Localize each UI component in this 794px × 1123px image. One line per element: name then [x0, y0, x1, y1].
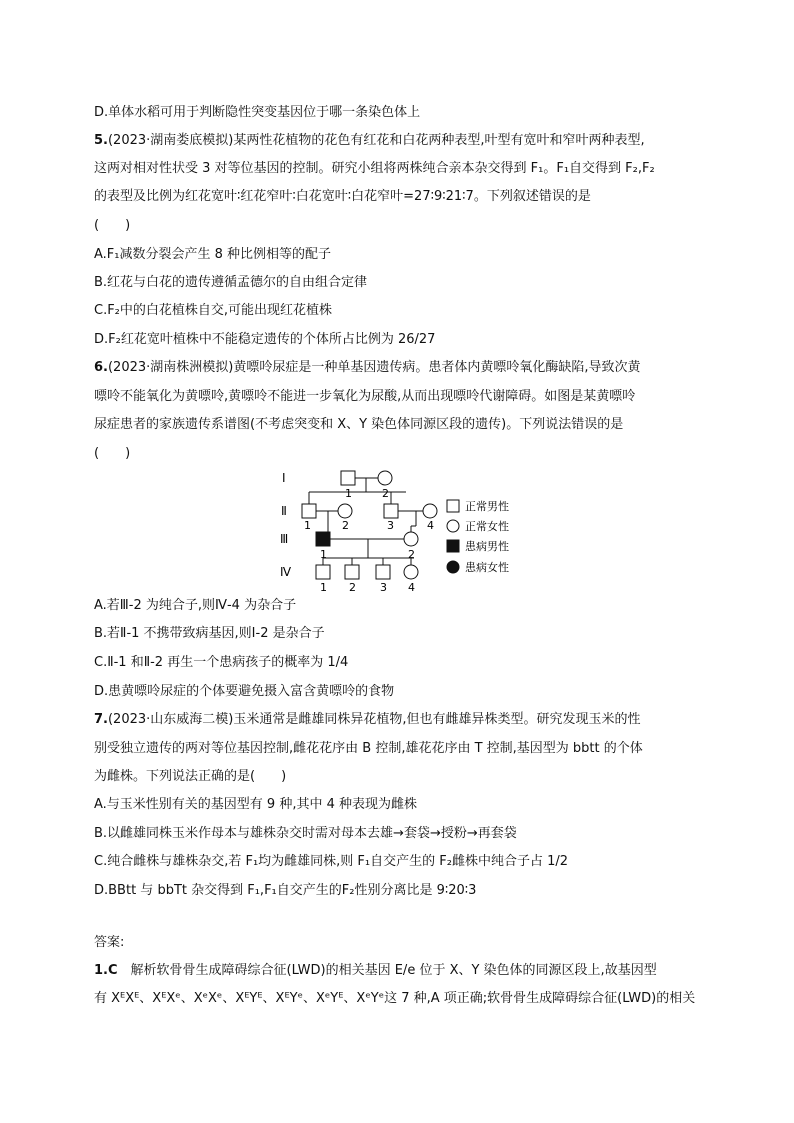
legend-normal-male-icon: [447, 500, 459, 512]
gen-label-I: Ⅰ: [282, 471, 286, 485]
q6-number: 6.: [94, 360, 108, 375]
gen-label-II: Ⅱ: [281, 504, 287, 518]
answers-heading: 答案:: [94, 935, 125, 950]
legend-affected-male-icon: [447, 540, 459, 552]
q6-stem-line3: 尿症患者的家族遗传系谱图(不考虑突变和 X、Y 染色体同源区段的遗传)。下列说法错误的是: [94, 417, 624, 432]
num-IV-4: 4: [408, 581, 415, 594]
q7-stem-text: (2023·山东威海二模)玉米通常是雌雄同株异花植物,但也有雌雄异株类型。研究发现玉米的性: [107, 712, 641, 727]
gen-label-IV: Ⅳ: [280, 565, 292, 579]
ped-II-2-female: [338, 504, 352, 518]
q5-stem-text: (2023·湖南娄底模拟)某两性花植物的花色有红花和白花两种表型,叶型有宽叶和窄叶两种表型,: [107, 133, 645, 148]
ped-IV-2-male: [345, 565, 359, 579]
q7-option-a: A.与玉米性别有关的基因型有 9 种,其中 4 种表现为雌株: [94, 797, 418, 812]
q5-stem-line3: 的表型及比例为红花宽叶∶红花窄叶∶白花宽叶∶白花窄叶=27∶9∶21∶7。下列叙述错误的是: [94, 189, 591, 204]
q5-option-d: D.F₂红花宽叶植株中不能稳定遗传的个体所占比例为 26/27: [94, 332, 436, 347]
num-IV-1: 1: [320, 581, 327, 594]
q6-option-c: C.Ⅱ-1 和Ⅱ-2 再生一个患病孩子的概率为 1/4: [94, 655, 349, 670]
q7-number: 7.: [94, 712, 108, 727]
q5-stem-line2: 这两对相对性状受 3 对等位基因的控制。研究小组将两株纯合亲本杂交得到 F₁。F₁自交得到 F₂,F₂: [94, 161, 655, 176]
q6-stem-text: (2023·湖南株洲模拟)黄嘌呤尿症是一种单基因遗传病。患者体内黄嘌呤氧化酶缺陷,导致次黄: [107, 360, 641, 375]
q5-option-b: B.红花与白花的遗传遵循孟德尔的自由组合定律: [94, 275, 368, 290]
legend-normal-male: 正常男性: [465, 500, 509, 513]
q5-option-c: C.F₂中的白花植株自交,可能出现红花植株: [94, 303, 333, 318]
num-III-2: 2: [408, 548, 415, 561]
legend-affected-male: 患病男性: [465, 540, 509, 553]
q4-option-d: D.单体水稻可用于判断隐性突变基因位于哪一条染色体上: [94, 105, 421, 120]
q7-stem-line1: [94, 711, 640, 729]
q5-number: 5.: [94, 133, 108, 148]
ped-I-1-male: [341, 471, 355, 485]
ped-IV-4-female: [404, 565, 418, 579]
ped-II-1-male: [302, 504, 316, 518]
q5-stem-line1: [94, 132, 645, 150]
q7-stem-line3: 为雌株。下列说法正确的是( ): [94, 769, 287, 784]
num-II-1: 1: [304, 519, 311, 532]
num-II-3: 3: [387, 519, 394, 532]
legend-affected-female: 患病女性: [465, 561, 509, 574]
ped-IV-3-male: [376, 565, 390, 579]
q7-option-c: C.纯合雌株与雄株杂交,若 F₁均为雌雄同株,则 F₁自交产生的 F₂雌株中纯合子占 1/2: [94, 854, 568, 869]
q6-answer-blank: ( ): [94, 446, 131, 461]
q6-option-a: A.若Ⅲ-2 为纯合子,则Ⅳ-4 为杂合子: [94, 598, 297, 613]
legend-normal-female: 正常女性: [465, 520, 509, 533]
answer-1-text: 解析软骨骨生成障碍综合征(LWD)的相关基因 E/e 位于 X、Y 染色体的同源区段上,故基因型: [117, 963, 657, 978]
ped-III-1-affected-male: [316, 532, 330, 546]
num-III-1: 1: [320, 548, 327, 561]
answer-1-line2: 有 XᴱXᴱ、XᴱXᵉ、XᵉXᵉ、XᴱYᴱ、XᴱYᵉ、XᵉYᴱ、XᵉYᵉ这 7 种,A 项正确;软骨骨生成障碍综合征(LWD)的相关: [94, 991, 696, 1006]
num-I-2: 2: [382, 487, 389, 500]
num-IV-2: 2: [349, 581, 356, 594]
num-IV-3: 3: [380, 581, 387, 594]
num-II-2: 2: [342, 519, 349, 532]
ped-II-3-male: [384, 504, 398, 518]
answer-1-line1: [94, 962, 657, 980]
ped-II-4-female: [423, 504, 437, 518]
ped-IV-1-male: [316, 565, 330, 579]
legend-normal-female-icon: [447, 520, 459, 532]
q5-option-a: A.F₁减数分裂会产生 8 种比例相等的配子: [94, 247, 332, 262]
num-I-1: 1: [345, 487, 352, 500]
q6-stem-line2: 嘌呤不能氧化为黄嘌呤,黄嘌呤不能进一步氧化为尿酸,从而出现嘌呤代谢障碍。如图是某黄嘌呤: [94, 389, 636, 404]
pedigree-chart: [276, 464, 546, 598]
q7-option-b: B.以雌雄同株玉米作母本与雄株杂交时需对母本去雄→套袋→授粉→再套袋: [94, 826, 517, 841]
ped-I-2-female: [378, 471, 392, 485]
q7-option-d: D.BBtt 与 bbTt 杂交得到 F₁,F₁自交产生的F₂性别分离比是 9∶20∶3: [94, 883, 477, 898]
gen-label-III: Ⅲ: [280, 532, 289, 546]
q6-option-d: D.患黄嘌呤尿症的个体要避免摄入富含黄嘌呤的食物: [94, 684, 395, 699]
answer-1-number: 1.C: [94, 963, 118, 978]
num-II-4: 4: [427, 519, 434, 532]
legend-affected-female-icon: [447, 561, 459, 573]
q7-stem-line2: 别受独立遗传的两对等位基因控制,雌花花序由 B 控制,雄花花序由 T 控制,基因型为 bbtt 的个体: [94, 741, 643, 756]
q6-stem-line1: [94, 359, 640, 377]
q6-option-b: B.若Ⅱ-1 不携带致病基因,则Ⅰ-2 是杂合子: [94, 626, 325, 641]
q5-answer-blank: ( ): [94, 218, 131, 233]
ped-III-2-female: [404, 532, 418, 546]
